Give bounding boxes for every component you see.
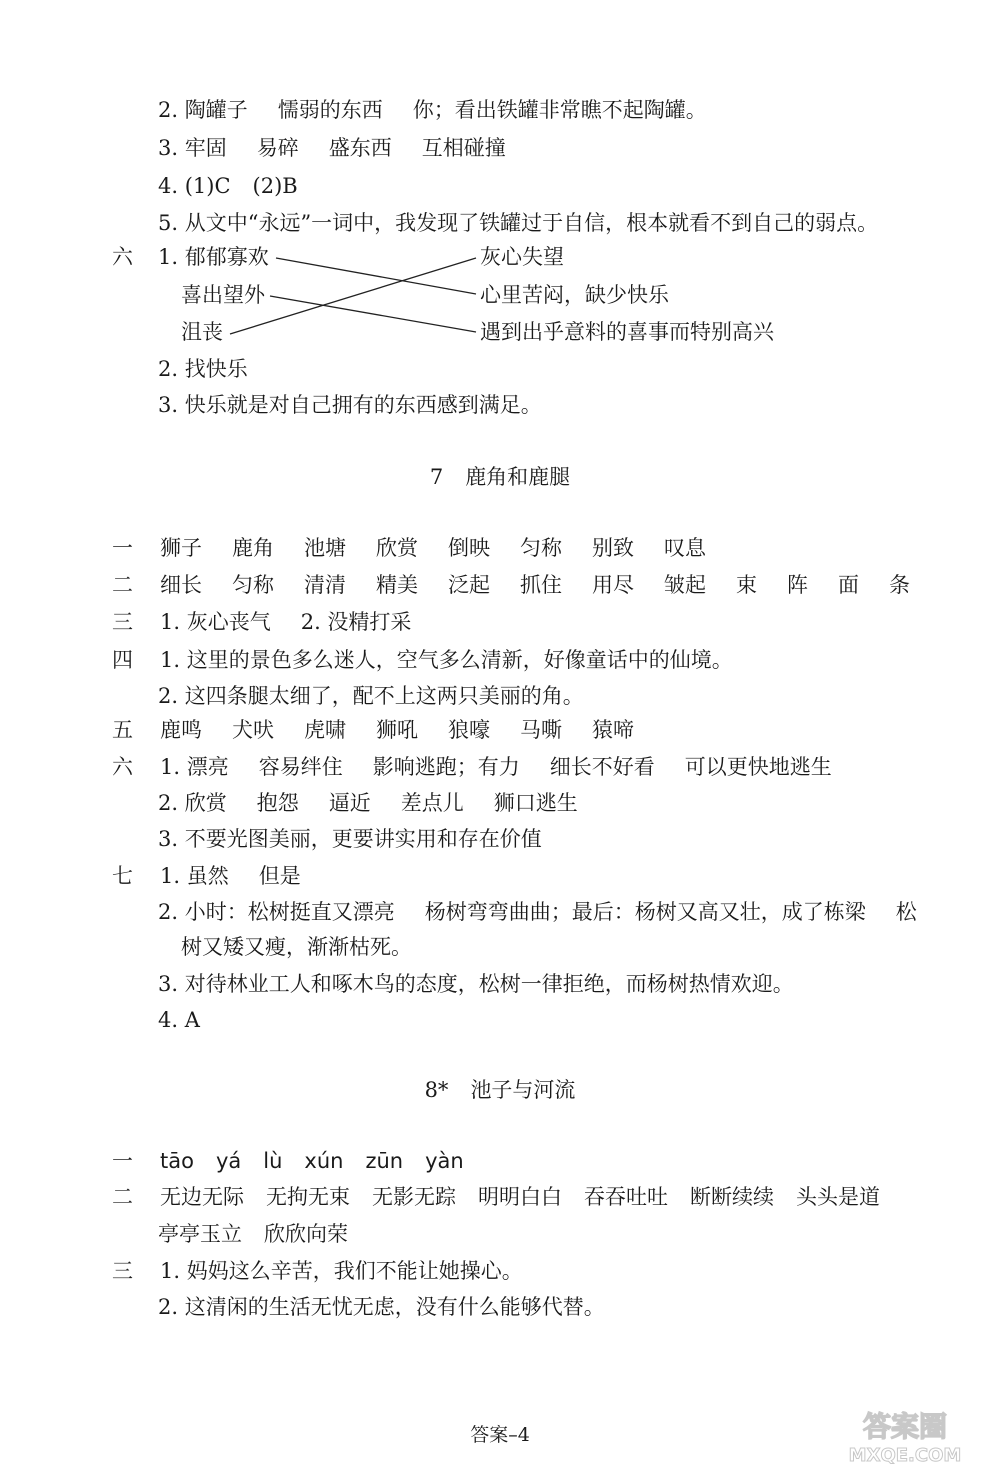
svg-text:答案圈: 答案圈 [862,1410,948,1443]
answer-line [158,133,506,163]
answer-line: 树又矮又瘦，渐渐枯死。 [181,935,412,959]
match-right-item: 心里苦闷，缺少快乐 [480,283,669,307]
answer-line: 2. 这四条腿太细了，配不上这两只美丽的角。 [158,684,584,708]
lesson-number: 7 [429,465,444,489]
answer-item: 狮子 [160,536,202,560]
answer-item: 杨树弯弯曲曲；最后：杨树又高又壮，成了栋梁 [424,900,866,924]
svg-text:MXQE.COM: MXQE.COM [848,1445,962,1466]
answer-item: 易碎 [256,136,299,160]
answer-item: 无边无际 [160,1185,244,1209]
answer-line [112,533,706,563]
pinyin-item: zūn [365,1149,404,1173]
answer-item: 面 [838,573,859,597]
answer-line: 3. 快乐就是对自己拥有的东西感到满足。 [158,393,542,417]
pinyin-item: yá [215,1149,242,1173]
answer-line [112,752,832,782]
answer-item: 1. 漂亮 [160,755,229,779]
watermark-logo [833,1406,978,1466]
answer-item: 狮吼 [376,718,418,742]
answer-item: 狼嚎 [448,718,490,742]
question-mark: 五 [112,718,133,742]
answer-line: 3. 不要光图美丽，更要讲实用和存在价值 [158,827,542,851]
answer-item: 细长 [160,573,202,597]
matching-exercise [0,240,1000,350]
answer-item: 匀称 [520,536,562,560]
answer-item: 但是 [258,864,301,888]
answer-item: 1. 妈妈这么辛苦，我们不能让她操心。 [160,1259,523,1283]
answer-item: 精美 [376,573,418,597]
answer-item: 2. 陶罐子 [158,98,248,122]
answer-line [112,570,910,600]
answer-item: 影响逃跑；有力 [372,755,520,779]
answer-line [112,715,634,745]
answer-line: 4. A [158,1008,200,1032]
answer-item: 鹿鸣 [160,718,202,742]
pinyin-item: tāo [160,1149,194,1173]
answer-item: 狮口逃生 [493,791,578,815]
answer-item: 匀称 [232,573,274,597]
answer-item: 用尽 [592,573,634,597]
question-mark: 二 [112,573,133,597]
answer-item: 清清 [304,573,346,597]
lesson-number: 8* [424,1078,449,1102]
answer-item: 明明白白 [478,1185,562,1209]
answer-item: 束 [736,573,757,597]
answer-item: 断断续续 [690,1185,774,1209]
answer-line [158,95,707,125]
answer-item: 条 [889,573,910,597]
answer-item: (2)B [252,174,298,198]
answer-item: 2. 欣赏 [158,791,227,815]
question-mark: 六 [112,245,133,269]
page-number: 答案–4 [470,1424,530,1446]
lesson-name: 鹿角和鹿腿 [465,465,571,489]
pinyin-item: yàn [425,1149,464,1173]
answer-item: 2. 没精打采 [300,610,412,634]
answer-item: 吞吞吐吐 [584,1185,668,1209]
answer-item: 头头是道 [796,1185,880,1209]
connector-line [230,258,476,334]
answer-line: 2. 找快乐 [158,357,248,381]
question-mark: 六 [112,755,133,779]
answer-line [112,1182,880,1212]
answer-line [112,645,733,675]
answer-item: 倒映 [448,536,490,560]
answer-line [158,897,917,927]
match-right-item: 灰心失望 [480,245,564,269]
answer-item: 盛东西 [328,136,392,160]
answer-line [112,607,411,637]
answer-item: 1. 这里的景色多么迷人，空气多么清新，好像童话中的仙境。 [160,648,733,672]
answer-item: 亭亭玉立 [158,1222,242,1246]
question-mark: 七 [112,864,133,888]
pinyin-item: xún [304,1149,344,1173]
match-left-item: 沮丧 [181,320,223,344]
answer-line: 2. 这清闲的生活无忧无虑，没有什么能够代替。 [158,1295,605,1319]
answer-line [158,788,578,818]
answer-item: 抓住 [520,573,562,597]
answer-item: 懦弱的东西 [277,98,383,122]
answer-item: 4. (1)C [158,174,231,198]
answer-item: 互相碰撞 [421,136,506,160]
answer-line [158,171,298,201]
question-mark: 四 [112,648,133,672]
answer-line [112,1256,523,1286]
answer-item: 泛起 [448,573,490,597]
question-mark: 二 [112,1185,133,1209]
question-mark: 一 [112,536,133,560]
match-left-item: 喜出望外 [181,283,265,307]
answer-line: 5. 从文中“永远”一词中，我发现了铁罐过于自信，根本就看不到自己的弱点。 [158,211,879,235]
answer-item: 池塘 [304,536,346,560]
answer-item: 欣欣向荣 [264,1222,348,1246]
answer-item: 可以更快地逃生 [684,755,832,779]
question-mark: 三 [112,1259,133,1283]
answer-item: 2. 小时：松树挺直又漂亮 [158,900,395,924]
answer-item: 1. 灰心丧气 [160,610,271,634]
question-mark: 一 [112,1149,133,1173]
answer-line: 3. 对待林业工人和啄木鸟的态度，松树一律拒绝，而杨树热情欢迎。 [158,972,794,996]
answer-item: 别致 [592,536,634,560]
answer-item: 阵 [787,573,808,597]
connector-line [270,296,476,332]
match-left-item: 1. 郁郁寡欢 [158,245,269,269]
answer-line [112,1146,464,1176]
answer-item: 欣赏 [376,536,418,560]
pinyin-item: lù [263,1149,283,1173]
lesson-title [0,462,1000,492]
answer-item: 1. 虽然 [160,864,229,888]
answer-item: 细长不好看 [549,755,655,779]
answer-item: 容易绊住 [258,755,343,779]
answer-item: 猿啼 [592,718,634,742]
answer-item: 皱起 [664,573,706,597]
connector-lines [0,240,1000,350]
answer-item: 逼近 [328,791,371,815]
answer-item: 抱怨 [256,791,299,815]
match-right-item: 遇到出乎意料的喜事而特别高兴 [480,320,774,344]
answer-item: 叹息 [664,536,706,560]
answer-item: 你；看出铁罐非常瞧不起陶罐。 [412,98,707,122]
lesson-name: 池子与河流 [470,1078,576,1102]
answer-item: 虎啸 [304,718,346,742]
answer-line [158,1219,348,1249]
answer-item: 差点儿 [400,791,464,815]
answer-item: 马嘶 [520,718,562,742]
question-mark: 三 [112,610,133,634]
answer-item: 松 [895,900,917,924]
answer-item: 无影无踪 [372,1185,456,1209]
answer-item: 无拘无束 [266,1185,350,1209]
answer-item: 犬吠 [232,718,274,742]
answer-line [112,861,301,891]
lesson-title [0,1075,1000,1105]
answer-item: 3. 牢固 [158,136,227,160]
answer-item: 鹿角 [232,536,274,560]
